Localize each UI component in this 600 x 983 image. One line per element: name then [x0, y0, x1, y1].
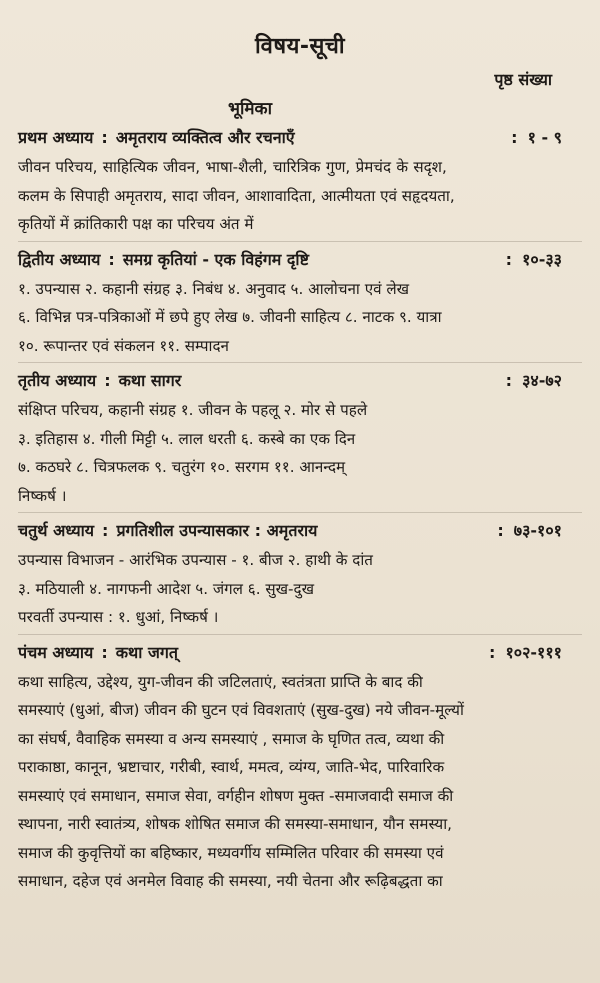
section-divider [18, 634, 582, 635]
chapter-colon: : [102, 521, 109, 540]
chapter-description-line: पराकाष्ठा, कानून, भ्रष्टाचार, गरीबी, स्वार्थ, ममत्व, व्यंग्य, जाति-भेद, पारिवारिक [18, 758, 445, 776]
page-title: विषय-सूची [254, 34, 346, 59]
chapter-page-range: १ - ९ [527, 128, 562, 147]
chapter-description-line: निष्कर्ष । [18, 486, 67, 505]
chapter-description-line: ३. मठियाली ४. नागफनी आदेश ५. जंगल ६. सुख-दुख [18, 579, 315, 598]
section-divider [18, 512, 582, 513]
chapter-page-range: १०-३३ [522, 249, 562, 269]
chapter-entry [18, 123, 582, 239]
chapter-title: कथा जगत् [115, 642, 178, 662]
chapter-heading [18, 245, 582, 275]
chapter-description-line: समाज की कुवृत्तियों का बहिष्कार, मध्यवर्गीय सम्मिलित परिवार की समस्या एवं [18, 843, 444, 862]
chapter-pages-colon: : [505, 249, 513, 269]
section-divider [18, 362, 582, 363]
chapter-description-line: जीवन परिचय, साहित्यिक जीवन, भाषा-शैली, चारित्रिक गुण, प्रेमचंद के सदृश, [18, 158, 447, 176]
chapter-label: तृतीय अध्याय [18, 371, 97, 390]
chapter-page-range: १०२-१११ [505, 642, 562, 662]
chapter-description-line: परवर्ती उपन्यास : १. धुआं, निष्कर्ष । [18, 608, 219, 626]
chapter-title: प्रगतिशील उपन्यासकार : अमृतराय [116, 521, 318, 540]
chapter-description-line: समस्याएं (धुआं, बीज) जीवन की घुटन एवं विवशताएं (सुख-दुख) नये जीवन-मूल्यों [18, 701, 464, 719]
chapter-entry [18, 516, 582, 632]
chapter-title: कथा सागर [118, 371, 182, 390]
chapter-label: पंचम अध्याय [18, 642, 94, 662]
chapter-description-line: समस्याएं एवं समाधान, समाज सेवा, वर्गहीन शोषण मुक्त -समाजवादी समाज की [18, 786, 454, 805]
chapter-label: प्रथम अध्याय [18, 128, 94, 147]
chapter-description-line: स्थापना, नारी स्वातंत्र्य, शोषक शोषित समाज की समस्या-समाधान, यौन समस्या, [18, 815, 452, 833]
chapter-description-line: उपन्यास विभाजन - आरंभिक उपन्यास - १. बीज २. हाथी के दांत [18, 551, 373, 569]
chapter-description-line: १०. रूपान्तर एवं संकलन ११. सम्पादन [18, 336, 229, 355]
chapter-description-line: ३. इतिहास ४. गीली मिट्टी ५. लाल धरती ६. कस्बे का एक दिन [18, 429, 356, 448]
section-divider [18, 241, 582, 242]
chapter-page-range: ३४-७२ [522, 371, 562, 390]
intro-heading: भूमिका [228, 99, 272, 119]
chapter-description-line: संक्षिप्त परिचय, कहानी संग्रह १. जीवन के पहलू २. मोर से पहले [18, 401, 368, 419]
chapter-heading [18, 516, 582, 546]
chapter-pages-colon: : [489, 642, 496, 662]
chapter-description-line: समाधान, दहेज एवं अनमेल विवाह की समस्या, नयी चेतना और रूढ़िबद्धता का [18, 872, 443, 890]
chapter-heading [18, 123, 582, 153]
chapter-label: द्वितीय अध्याय [18, 249, 101, 269]
chapter-description-line: का संघर्ष, वैवाहिक समस्या व अन्य समस्याएं , समाज के घृणित तत्व, व्यथा की [18, 729, 445, 748]
chapter-title: अमृतराय व्यक्तित्व और रचनाएँ [115, 128, 295, 147]
chapter-colon: : [104, 371, 111, 390]
chapter-entry [18, 638, 582, 896]
chapter-description-line: कथा साहित्य, उद्देश्य, युग-जीवन की जटिलताएं, स्वतंत्रता प्राप्ति के बाद की [18, 672, 423, 691]
chapter-heading [18, 366, 582, 396]
chapter-entry [18, 366, 582, 510]
chapter-title: समग्र कृतियां - एक विहंगम दृष्टि [122, 249, 309, 269]
chapter-colon: : [101, 128, 108, 147]
chapter-entry [18, 245, 582, 361]
chapter-page-range: ७३-१०१ [513, 521, 562, 540]
chapter-description-line: कलम के सिपाही अमृतराय, सादा जीवन, आशावादिता, आत्मीयता एवं सहृदयता, [18, 186, 455, 205]
chapter-label: चतुर्थ अध्याय [18, 521, 95, 540]
chapter-pages-colon: : [511, 128, 518, 147]
chapter-colon: : [101, 642, 108, 662]
chapter-heading [18, 638, 582, 668]
chapter-description-line: ७. कठघरे ८. चित्रफलक ९. चतुरंग १०. सरगम ११. आनन्दम् [18, 458, 346, 476]
chapter-list [18, 123, 582, 896]
chapter-description-line: कृतियों में क्रांतिकारी पक्ष का परिचय अंत में [18, 215, 254, 233]
chapter-pages-colon: : [497, 521, 504, 540]
chapter-pages-colon: : [505, 371, 513, 390]
chapter-description-line: ६. विभिन्न पत्र-पत्रिकाओं में छपे हुए लेख ७. जीवनी साहित्य ८. नाटक ९. यात्रा [18, 308, 442, 326]
chapter-description-line: १. उपन्यास २. कहानी संग्रह ३. निबंध ४. अनुवाद ५. आलोचना एवं लेख [18, 279, 410, 298]
page-number-column-header: पृष्ठ संख्या [494, 70, 552, 89]
chapter-colon: : [108, 249, 115, 269]
